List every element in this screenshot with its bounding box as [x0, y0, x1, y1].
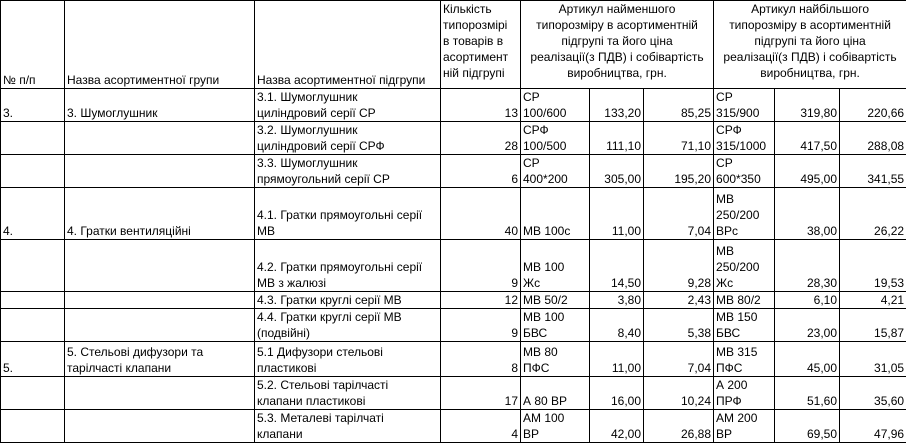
max-price: 38,00: [775, 188, 840, 240]
min-cost: 7,04: [644, 342, 714, 377]
subgroup-name: 5.3. Металеві тарілчаті клапани: [255, 410, 441, 443]
subgroup-name: 3.1. Шумоглушник циліндровий серії СР: [255, 89, 441, 122]
min-article: МВ 80 ПФС: [521, 342, 590, 377]
group-name: 4. Гратки вентиляційні: [65, 188, 255, 240]
group-name: [65, 377, 255, 410]
header-max-article: Артикул найбільшого типорозміру в асортиментній підгрупі та його ціна реалізації(з ПДВ) і собівартість виробництва, грн.: [714, 1, 906, 89]
min-price: 11,00: [590, 188, 644, 240]
min-cost: 85,25: [644, 89, 714, 122]
row-number: 4.: [1, 188, 65, 240]
max-article: МВ 250/200 ВРс: [714, 188, 775, 240]
table-row: [1, 188, 906, 240]
row-number: [1, 410, 65, 443]
min-price: 14,50: [590, 240, 644, 292]
row-number: [1, 122, 65, 155]
group-name: [65, 122, 255, 155]
max-article: АМ 200 ВР: [714, 410, 775, 443]
min-article: СРФ 100/500: [521, 122, 590, 155]
max-price: 495,00: [775, 155, 840, 188]
max-cost: 19,53: [840, 240, 906, 292]
subgroup-name: 5.2. Стельові тарілчасті клапани пластикові: [255, 377, 441, 410]
max-cost: 47,96: [840, 410, 906, 443]
size-count: 9: [441, 240, 521, 292]
min-cost: 5,38: [644, 309, 714, 342]
min-cost: 10,24: [644, 377, 714, 410]
max-cost: 31,05: [840, 342, 906, 377]
size-count: 8: [441, 342, 521, 377]
max-cost: 4,21: [840, 292, 906, 309]
min-price: 42,00: [590, 410, 644, 443]
max-price: 28,30: [775, 240, 840, 292]
size-count: 4: [441, 410, 521, 443]
group-name: 3. Шумоглушник: [65, 89, 255, 122]
group-name: [65, 410, 255, 443]
max-article: МВ 250/200 Жс: [714, 240, 775, 292]
max-price: 417,50: [775, 122, 840, 155]
table-row: [1, 377, 906, 410]
size-count: 12: [441, 292, 521, 309]
max-article: СР 600*350: [714, 155, 775, 188]
max-article: МВ 80/2: [714, 292, 775, 309]
min-article: СР 100/600: [521, 89, 590, 122]
group-name: [65, 155, 255, 188]
table-row: [1, 342, 906, 377]
table-row: [1, 410, 906, 443]
table-row: [1, 292, 906, 309]
row-number: [1, 309, 65, 342]
subgroup-name: 4.3. Гратки круглі серії МВ: [255, 292, 441, 309]
max-cost: 220,66: [840, 89, 906, 122]
row-number: 3.: [1, 89, 65, 122]
max-price: 319,80: [775, 89, 840, 122]
max-article: МВ 150 БВС: [714, 309, 775, 342]
min-cost: 9,28: [644, 240, 714, 292]
max-article: МВ 315 ПФС: [714, 342, 775, 377]
table-row: [1, 309, 906, 342]
max-cost: 288,08: [840, 122, 906, 155]
table-row: [1, 89, 906, 122]
min-cost: 26,88: [644, 410, 714, 443]
max-price: 6,10: [775, 292, 840, 309]
min-article: СР 400*200: [521, 155, 590, 188]
min-cost: 2,43: [644, 292, 714, 309]
min-price: 305,00: [590, 155, 644, 188]
table-row: [1, 155, 906, 188]
min-cost: 195,20: [644, 155, 714, 188]
max-cost: 15,87: [840, 309, 906, 342]
min-article: АМ 100 ВР: [521, 410, 590, 443]
max-price: 69,50: [775, 410, 840, 443]
subgroup-name: 4.2. Гратки прямоугольні серії МВ з жалюзі: [255, 240, 441, 292]
size-count: 40: [441, 188, 521, 240]
min-price: 133,20: [590, 89, 644, 122]
max-article: СРФ 315/1000: [714, 122, 775, 155]
max-article: СР 315/900: [714, 89, 775, 122]
header-no: № п/п: [1, 1, 65, 89]
subgroup-name: 5.1 Дифузори стельові пластикові: [255, 342, 441, 377]
min-article: А 80 ВР: [521, 377, 590, 410]
header-row: [1, 1, 906, 89]
size-count: 17: [441, 377, 521, 410]
min-article: МВ 100 БВС: [521, 309, 590, 342]
min-article: МВ 100с: [521, 188, 590, 240]
subgroup-name: 3.3. Шумоглушник прямоугольний серії СР: [255, 155, 441, 188]
max-price: 23,00: [775, 309, 840, 342]
subgroup-name: 3.2. Шумоглушник циліндровий серії СРФ: [255, 122, 441, 155]
group-name: [65, 309, 255, 342]
row-number: [1, 377, 65, 410]
size-count: 6: [441, 155, 521, 188]
table-row: [1, 240, 906, 292]
group-name: [65, 240, 255, 292]
max-cost: 26,22: [840, 188, 906, 240]
header-group: Назва асортиментної групи: [65, 1, 255, 89]
min-price: 111,10: [590, 122, 644, 155]
header-min-article: Артикул найменшого типорозміру в асортиментній підгрупі та його ціна реалізації(з ПДВ) і собівартість виробництва, грн.: [521, 1, 714, 89]
group-name: 5. Стельові дифузори та тарілчасті клапани: [65, 342, 255, 377]
min-price: 16,00: [590, 377, 644, 410]
max-cost: 35,60: [840, 377, 906, 410]
size-count: 13: [441, 89, 521, 122]
min-cost: 71,10: [644, 122, 714, 155]
row-number: [1, 155, 65, 188]
min-article: МВ 50/2: [521, 292, 590, 309]
group-name: [65, 292, 255, 309]
size-count: 9: [441, 309, 521, 342]
header-count: Кількість типорозмірі в товарів в асортимент ній підгрупі: [441, 1, 521, 89]
table-row: [1, 122, 906, 155]
subgroup-name: 4.1. Гратки прямоугольні серії МВ: [255, 188, 441, 240]
size-count: 28: [441, 122, 521, 155]
max-price: 45,00: [775, 342, 840, 377]
min-price: 8,40: [590, 309, 644, 342]
row-number: 5.: [1, 342, 65, 377]
min-article: МВ 100 Жс: [521, 240, 590, 292]
header-subgroup: Назва асортиментної підгрупи: [255, 1, 441, 89]
subgroup-name: 4.4. Гратки круглі серії МВ (подвійні): [255, 309, 441, 342]
row-number: [1, 240, 65, 292]
row-number: [1, 292, 65, 309]
min-price: 3,80: [590, 292, 644, 309]
max-cost: 341,55: [840, 155, 906, 188]
max-article: А 200 ПРФ: [714, 377, 775, 410]
min-price: 11,00: [590, 342, 644, 377]
max-price: 51,60: [775, 377, 840, 410]
min-cost: 7,04: [644, 188, 714, 240]
